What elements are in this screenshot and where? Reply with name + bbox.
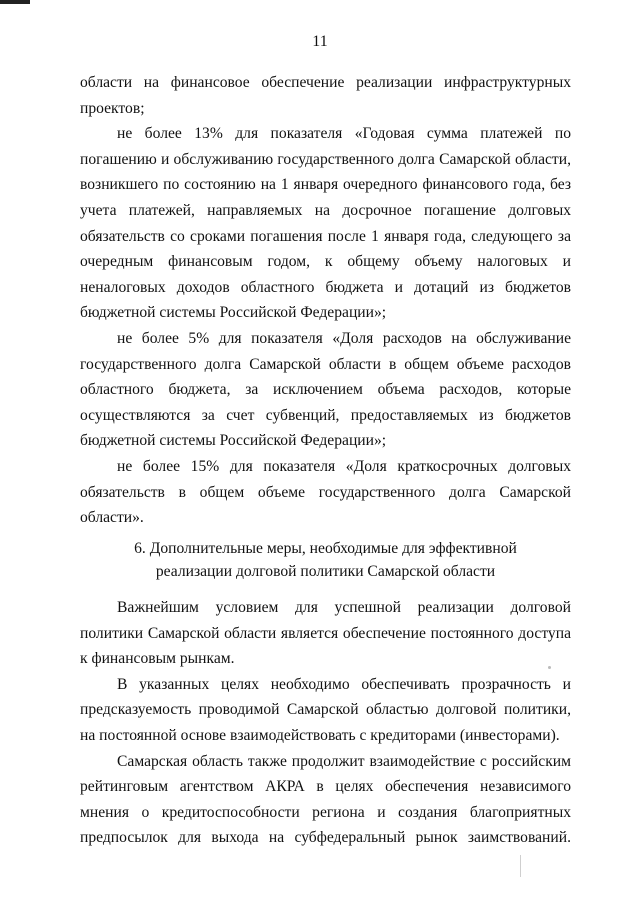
body-text-block-2 — [80, 595, 571, 851]
scan-artifact-dot — [548, 666, 551, 669]
paragraph-rating-agency: Самарская область также продолжит взаимодействие с российским рейтинговым агентством АКРА в целях обеспечения независимого мнения о кредитоспособности региона и создания благоприятных предпосылок для выхода на субфедеральный рынок заимствований. — [80, 752, 571, 847]
scan-artifact-line — [520, 855, 521, 877]
paragraph-debt-service-ratio: не более 13% для показателя «Годовая сумма платежей по погашению и обслуживанию государственного долга Самарской области, возникшего по состоянию на 1 января очередного финансового года, без учета платежей, направляемых на досрочное погашение долговых обязательств со сроками погашения после 1 января года, следующего за очередным финансовым годом, к общему объему налоговых и неналоговых доходов областного бюджета и дотаций из бюджетов бюджетной системы Российской Федерации»; — [80, 125, 571, 322]
paragraph-market-access: Важнейшим условием для успешной реализации долговой политики Самарской области является обеспечение постоянного доступа к финансовым рынкам. — [80, 599, 571, 668]
section-heading — [80, 537, 571, 583]
paragraph-continuation: области на финансовое обеспечение реализации инфраструктурных проектов; — [80, 74, 571, 117]
section-heading-line-2: реализации долговой политики Самарской области — [155, 563, 496, 580]
scan-corner-mark — [0, 0, 30, 4]
paragraph-transparency: В указанных целях необходимо обеспечивать прозрачность и предсказуемость проводимой Самарской областью долговой политики, на постоянной основе взаимодействовать с кредиторами (инвесторами). — [80, 675, 571, 744]
page-number: 11 — [312, 33, 328, 50]
paragraph-debt-expense-share: не более 5% для показателя «Доля расходов на обслуживание государственного долга Самарской области в общем объеме расходов областного бюджета, за исключением объема расходов, которые осуществляются за счет субвенций, предоставляемых из бюджетов бюджетной системы Российской Федерации»; — [80, 329, 571, 450]
body-text-block-1 — [80, 70, 571, 531]
section-heading-line-1: 6. Дополнительные меры, необходимые для эффективной — [134, 540, 517, 557]
paragraph-short-term-debt-share: не более 15% для показателя «Доля краткосрочных долговых обязательств в общем объеме государственного долга Самарской области». — [80, 457, 571, 527]
